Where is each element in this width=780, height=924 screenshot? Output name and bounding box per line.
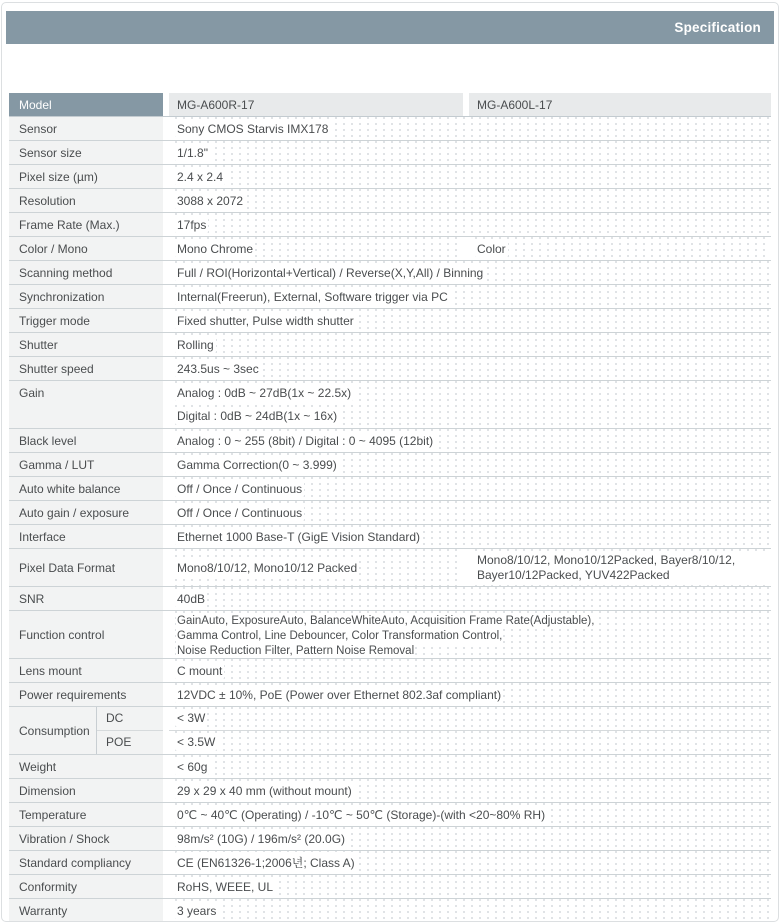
row-value xyxy=(169,755,771,778)
row-label xyxy=(9,189,163,212)
row-value-right xyxy=(469,549,771,586)
row-value-text: 2.4 x 2.4 xyxy=(177,169,224,184)
row-value xyxy=(169,309,771,332)
spec-row xyxy=(9,659,771,683)
sub-row-value-text: < 3W xyxy=(177,711,206,726)
row-value-right-text: Mono8/10/12, Mono10/12Packed, Bayer8/10/12, Bayer10/12Packed, YUV422Packed xyxy=(477,553,765,583)
row-value xyxy=(169,779,771,802)
row-label-text: Gamma / LUT xyxy=(19,457,95,472)
row-label xyxy=(9,117,163,140)
sub-row-key xyxy=(97,707,163,731)
value-line xyxy=(169,381,771,405)
row-value xyxy=(169,803,771,826)
value-paragraph xyxy=(169,611,771,658)
row-value xyxy=(169,851,771,874)
row-label xyxy=(9,611,163,658)
row-value xyxy=(169,875,771,898)
sub-value-column xyxy=(169,707,771,754)
spec-row xyxy=(9,309,771,333)
row-value-text: Gamma Correction(0 ~ 3.999) xyxy=(177,457,337,472)
row-label-text: Weight xyxy=(19,759,57,774)
row-label xyxy=(9,333,163,356)
spec-row xyxy=(9,525,771,549)
spec-row xyxy=(9,827,771,851)
row-label xyxy=(9,851,163,874)
spec-row xyxy=(9,357,771,381)
row-label-text: Power requirements xyxy=(19,687,127,702)
row-value-text: 0℃ ~ 40℃ (Operating) / -10℃ ~ 50℃ (Storage)-(with <20~80% RH) xyxy=(177,807,546,822)
spec-row xyxy=(9,683,771,707)
value-paragraph-text: GainAuto, ExposureAuto, BalanceWhiteAuto, Acquisition Frame Rate(Adjustable), xyxy=(177,615,595,627)
value-line-text: Analog : 0dB ~ 27dB(1x ~ 22.5x) xyxy=(177,385,352,400)
row-value-text: Sony CMOS Starvis IMX178 xyxy=(177,121,329,136)
row-value-text: C mount xyxy=(177,663,223,678)
row-value xyxy=(169,659,771,682)
row-label-text: Frame Rate (Max.) xyxy=(19,217,120,232)
value-paragraph-line xyxy=(177,614,763,629)
row-label xyxy=(9,683,163,706)
row-value-text: Analog : 0 ~ 255 (8bit) / Digital : 0 ~ 4095 (12bit) xyxy=(177,433,434,448)
spec-row xyxy=(9,189,771,213)
row-label-text: Consumption xyxy=(19,723,90,738)
row-label-text: Gain xyxy=(19,386,45,400)
row-label-text: Warranty xyxy=(19,903,68,918)
spec-row xyxy=(9,117,771,141)
row-value-left-text: Mono Chrome xyxy=(177,241,254,256)
spec-row xyxy=(9,707,771,755)
specification-table xyxy=(9,93,771,922)
spec-row xyxy=(9,261,771,285)
sub-row-value xyxy=(169,707,771,731)
row-value xyxy=(169,453,771,476)
sub-row-value xyxy=(169,731,771,754)
sub-row-key xyxy=(97,731,163,754)
row-value-text: 3 years xyxy=(177,903,217,918)
spec-row xyxy=(9,165,771,189)
row-value-text: RoHS, WEEE, UL xyxy=(177,879,274,894)
row-value-text: 12VDC ± 10%, PoE (Power over Ethernet 802.3af compliant) xyxy=(177,687,502,702)
row-value-text: < 60g xyxy=(177,759,208,774)
row-value xyxy=(169,827,771,850)
row-value-text: Off / Once / Continuous xyxy=(177,481,303,496)
row-label-text: Interface xyxy=(19,529,66,544)
value-line xyxy=(169,405,771,429)
row-label xyxy=(9,755,163,778)
row-value-text: CE (EN61326-1;2006년; Class A) xyxy=(177,856,355,870)
row-value xyxy=(169,357,771,380)
row-value xyxy=(169,141,771,164)
row-label-text: Shutter speed xyxy=(19,361,94,376)
row-label xyxy=(9,357,163,380)
spec-row xyxy=(9,803,771,827)
spec-row xyxy=(9,755,771,779)
spec-row xyxy=(9,453,771,477)
row-value-text: Rolling xyxy=(177,337,214,352)
row-value-text: 29 x 29 x 40 mm (without mount) xyxy=(177,783,352,798)
spec-row xyxy=(9,429,771,453)
spec-rows-container xyxy=(9,117,771,922)
spec-row xyxy=(9,501,771,525)
row-label-text: Standard compliancy xyxy=(19,855,132,870)
spec-row xyxy=(9,875,771,899)
value-line-stack xyxy=(169,381,771,428)
row-label-text: Sensor xyxy=(19,121,58,136)
row-label xyxy=(9,309,163,332)
row-label-text: Conformity xyxy=(19,879,78,894)
row-value-left-text: Mono8/10/12, Mono10/12 Packed xyxy=(177,560,358,575)
row-label xyxy=(9,501,163,524)
value-paragraph-line xyxy=(177,644,763,659)
row-value xyxy=(169,899,771,922)
spec-row xyxy=(9,611,771,659)
row-value xyxy=(169,189,771,212)
row-value xyxy=(169,285,771,308)
row-value-text: 243.5us ~ 3sec xyxy=(177,361,259,376)
row-label xyxy=(9,285,163,308)
row-label xyxy=(9,659,163,682)
row-label-text: Dimension xyxy=(19,783,76,798)
row-label-text: Color / Mono xyxy=(19,241,88,256)
row-value-left xyxy=(169,237,463,260)
spec-page xyxy=(1,2,779,922)
model-header-label xyxy=(9,93,163,116)
row-value-text: 3088 x 2072 xyxy=(177,193,244,208)
row-label xyxy=(9,803,163,826)
row-label xyxy=(9,477,163,500)
model-name-right-text: MG-A600L-17 xyxy=(477,97,553,112)
row-label-text: Synchronization xyxy=(19,289,105,304)
spec-row xyxy=(9,899,771,922)
row-value-left xyxy=(169,549,463,586)
row-label xyxy=(9,827,163,850)
row-label-text: SNR xyxy=(19,591,45,606)
row-label-text: Trigger mode xyxy=(19,313,90,328)
spec-row xyxy=(9,779,771,803)
row-label xyxy=(9,587,163,610)
model-header-row xyxy=(9,93,771,117)
spec-row xyxy=(9,333,771,357)
model-name-right xyxy=(469,93,771,116)
row-label-text: Shutter xyxy=(19,337,58,352)
row-label-text: Lens mount xyxy=(19,663,82,678)
row-label xyxy=(9,429,163,452)
row-label xyxy=(9,899,163,922)
value-line-text: Digital : 0dB ~ 24dB(1x ~ 16x) xyxy=(177,409,338,424)
sub-row-key-text: POE xyxy=(106,735,132,750)
row-value-text: Fixed shutter, Pulse width shutter xyxy=(177,313,354,328)
row-label-text: Function control xyxy=(19,627,105,642)
row-value xyxy=(169,429,771,452)
row-label xyxy=(9,779,163,802)
sub-row-value-text: < 3.5W xyxy=(177,735,216,750)
row-value xyxy=(169,501,771,524)
spec-row xyxy=(9,285,771,309)
model-header-label-text: Model xyxy=(19,97,52,112)
row-label-text: Pixel size (µm) xyxy=(19,169,98,184)
row-label xyxy=(9,453,163,476)
row-value xyxy=(169,261,771,284)
row-value-text: Off / Once / Continuous xyxy=(177,505,303,520)
row-label-text: Scanning method xyxy=(19,265,113,280)
value-paragraph-text: Gamma Control, Line Debouncer, Color Transformation Control, xyxy=(177,630,503,642)
value-paragraph-line xyxy=(177,629,763,644)
row-value-right-text: Color xyxy=(477,241,506,256)
row-value-right xyxy=(469,237,771,260)
row-value-text: 98m/s² (10G) / 196m/s² (20.0G) xyxy=(177,831,346,846)
specification-banner xyxy=(6,11,774,44)
row-label xyxy=(9,165,163,188)
row-value-text: Ethernet 1000 Base-T (GigE Vision Standard) xyxy=(177,529,421,544)
value-paragraph-text: Noise Reduction Filter, Pattern Noise Removal xyxy=(177,645,415,657)
sub-key-column xyxy=(97,707,163,754)
row-value xyxy=(169,683,771,706)
spec-row xyxy=(9,851,771,875)
row-label xyxy=(9,237,163,260)
row-label-text: Black level xyxy=(19,433,77,448)
row-value-text: Full / ROI(Horizontal+Vertical) / Reverse(X,Y,All) / Binning xyxy=(177,265,484,280)
row-label-text: Auto gain / exposure xyxy=(19,505,130,520)
row-label xyxy=(9,549,163,586)
row-value-text: Internal(Freerun), External, Software trigger via PC xyxy=(177,289,448,304)
row-label-text: Vibration / Shock xyxy=(19,831,110,846)
spec-row xyxy=(9,141,771,165)
spec-row xyxy=(9,477,771,501)
row-label xyxy=(9,381,163,428)
row-label-text: Temperature xyxy=(19,807,87,822)
spec-row xyxy=(9,587,771,611)
row-label xyxy=(9,525,163,548)
row-label-text: Resolution xyxy=(19,193,76,208)
model-name-left-text: MG-A600R-17 xyxy=(177,97,255,112)
spec-row xyxy=(9,237,771,261)
row-value xyxy=(169,117,771,140)
row-value-text: 1/1.8" xyxy=(177,145,208,160)
row-label xyxy=(9,213,163,236)
row-value xyxy=(169,525,771,548)
row-label xyxy=(9,261,163,284)
row-value xyxy=(169,165,771,188)
spec-row xyxy=(9,213,771,237)
row-value xyxy=(169,213,771,236)
row-value-text: 17fps xyxy=(177,217,207,232)
banner-title: Specification xyxy=(674,20,761,35)
row-label-text: Pixel Data Format xyxy=(19,560,116,575)
row-label-text: Sensor size xyxy=(19,145,82,160)
spec-row xyxy=(9,549,771,587)
row-value xyxy=(169,477,771,500)
row-label xyxy=(9,875,163,898)
spec-row xyxy=(9,381,771,429)
row-value-text: 40dB xyxy=(177,591,206,606)
row-value xyxy=(169,587,771,610)
row-value xyxy=(169,333,771,356)
row-label xyxy=(9,141,163,164)
row-label-text: Auto white balance xyxy=(19,481,121,496)
model-name-left xyxy=(169,93,463,116)
row-label xyxy=(9,707,97,754)
sub-row-key-text: DC xyxy=(106,711,124,726)
